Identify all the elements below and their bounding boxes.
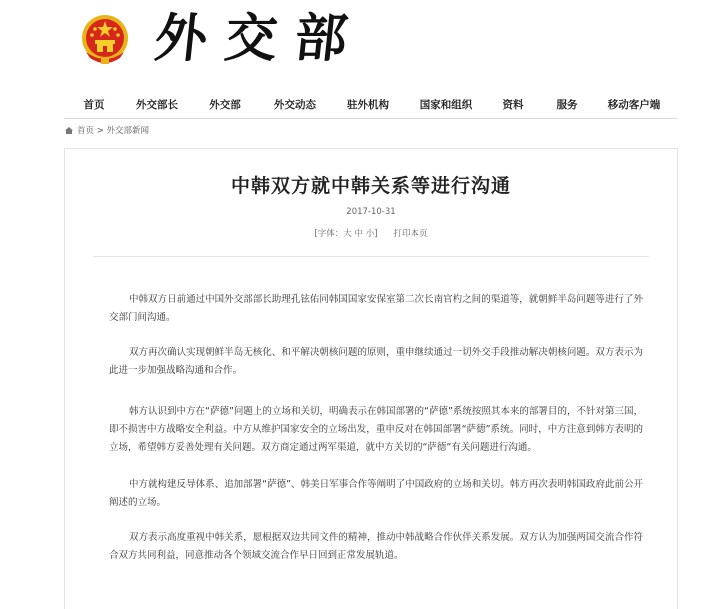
national-emblem-icon[interactable] [80, 12, 130, 66]
breadcrumb-home-link[interactable]: 首页 [77, 126, 95, 136]
article-paragraph: 双方再次确认实现朝鲜半岛无核化、和平解决朝核问题的原则，重申继续通过一切外交手段推动解决朝核问题。双方表示为此进一步加强战略沟通和合作。 [109, 347, 643, 376]
nav-item-missions[interactable]: 驻外机构 [347, 99, 389, 111]
nav-item-resources[interactable]: 资料 [502, 99, 524, 111]
article-tools [65, 227, 677, 239]
nav-item-countries[interactable]: 国家和组织 [419, 99, 473, 111]
nav-item-services[interactable]: 服务 [556, 99, 578, 111]
nav-item-mobile[interactable]: 移动客户端 [607, 99, 661, 111]
print-page-link[interactable]: 打印本页 [393, 229, 428, 239]
article-title: 中韩双方就中韩关系等进行沟通 [230, 175, 511, 197]
breadcrumb-separator: > [94, 126, 107, 136]
article-divider [93, 256, 649, 257]
site-header [0, 0, 720, 90]
nav-item-minister[interactable]: 外交部长 [136, 99, 178, 111]
article-card [64, 148, 678, 609]
breadcrumb-section-link[interactable]: 外交部新闻 [106, 126, 150, 136]
nav-item-news[interactable]: 外交动态 [274, 99, 316, 111]
main-nav [64, 92, 678, 119]
home-icon [65, 127, 73, 134]
site-logo-text[interactable]: 外交部 [151, 8, 369, 69]
article-paragraph: 中韩双方日前通过中国外交部部长助理孔铉佑同韩国国家安保室第二次长南官杓之间的渠道等，就朝鲜半岛问题等进行了外交部门间沟通。 [109, 294, 643, 323]
article-paragraph: 双方表示高度重视中韩关系，愿根据双边共同文件的精神，推动中韩战略合作伙伴关系发展。双方认为加强两国交流合作符合双方共同利益，同意推动各个领域交流合作早日回到正常发展轨道。 [109, 532, 643, 561]
article-date: 2017-10-31 [346, 207, 396, 217]
breadcrumb [65, 124, 149, 138]
font-size-control[interactable]: [字体：大 中 小] [314, 229, 378, 239]
article-paragraph: 韩方认识到中方在“萨德”问题上的立场和关切，明确表示在韩国部署的“萨德”系统按照其本来的部署目的，不针对第三国，即不损害中方战略安全利益。中方从维护国家安全的立场出发，重申反对在韩国部署“萨德”系统。同时，中方注意到韩方表明的立场，希望韩方妥善处理有关问题。双方商定通过两军渠道，就中方关切的“萨德”有关问题进行沟通。 [109, 406, 643, 453]
nav-item-ministry[interactable]: 外交部 [209, 99, 241, 111]
article-paragraph: 中方就构建反导体系、追加部署“萨德”、韩美日军事合作等阐明了中国政府的立场和关切。韩方再次表明韩国政府此前公开阐述的立场。 [109, 479, 643, 508]
nav-item-home[interactable]: 首页 [83, 99, 105, 111]
